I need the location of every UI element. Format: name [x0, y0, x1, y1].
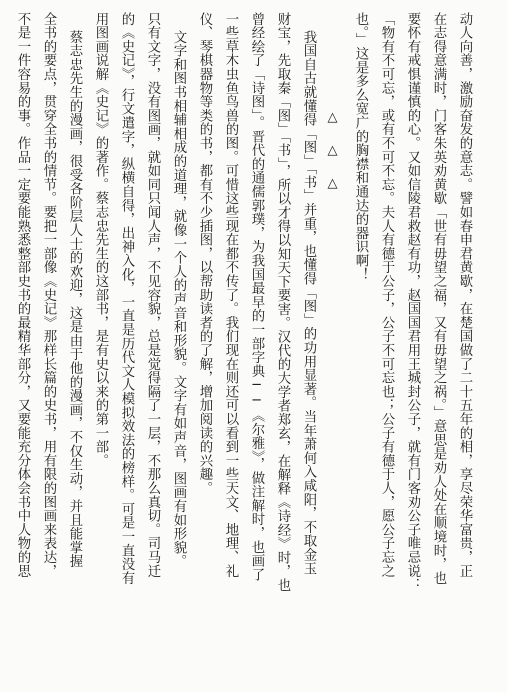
text-column: 蔡志忠先生的漫画，很受各阶层人士的欢迎，这是由于他的漫画，不仅生动，并且能掌握 [67, 30, 82, 569]
text-column: 文字和图书相辅相成的道理，就像一个人的声音和形貌。文字有如声音，图画有如形貌。 [171, 30, 186, 569]
text-column: 我国自古就懂得「图」「书」并重，也懂得「图」的功用显著。当年萧何入咸阳，不取金玉 [301, 30, 316, 576]
text-column: 的《史记》，行文遣字，纵横自得，出神入化，一直是历代文人模拟效法的榜样。可是一直没有 [119, 12, 134, 585]
text-column: 全书的要点，贯穿全书的情节。要把一部像《史记》那样长篇的史书，用有限的图画来表达， [41, 12, 56, 578]
text-column: 财宝，先取秦「图」「书」，所以才得以知天下要害。汉代的大学者郑玄，在解释《诗经》时，也 [275, 12, 290, 592]
text-column: 用图画说解《史记》的著作。蔡志忠先生的这部书，是有史以来的第一部。 [93, 12, 108, 468]
text-column: 曾经绘了「诗图」。晋代的通儒郭璞，为我国最早的一部字典──《尔雅》，做注解时，也画了 [249, 12, 264, 582]
text-column: 动人向善，激励奋发的意志。譬如春申君黄歇，在楚国做了二十五年的相，享尽荣华富贵，正 [457, 12, 472, 578]
text-column: 一些草木虫鱼鸟兽的图。可惜这些现在都不传了。我们现在则还可以看到一些天文、地理、礼 [223, 12, 238, 578]
text-column: 不是一件容易的事。作品一定要能熟悉整部史书的最精华部分，又要能充分体会书中人物的思 [15, 12, 30, 578]
text-column: 只有文字，没有图画，就如同只闻人声，不见容貌，总是觉得隔了一层，不那么真切。司马迁 [145, 12, 160, 578]
text-column: 也。」这是多么宽广的胸襟和通达的器识啊！ [353, 12, 368, 282]
section-separator: △△△ [325, 110, 340, 209]
text-column: 在志得意满时，门客朱英劝黄歇「世有毋望之福，又有毋望之祸。」意思是劝人处在顺境时，也 [431, 12, 446, 585]
text-column: 「物有不可忘，或有不可不忘。夫人有德于公子，公子不可忘也；公子有德于人，愿公子忘之 [379, 12, 394, 578]
text-column: 要怀有戒惧谨慎的心。又如信陵君救赵有功，赵国国君用王城封公子，就有门客劝公子唯忌说： [405, 12, 420, 592]
text-column: 仪、琴棋器物等类的书，都有不少插图，以帮助读者的了解，增加阅读的兴趣。 [197, 12, 212, 495]
